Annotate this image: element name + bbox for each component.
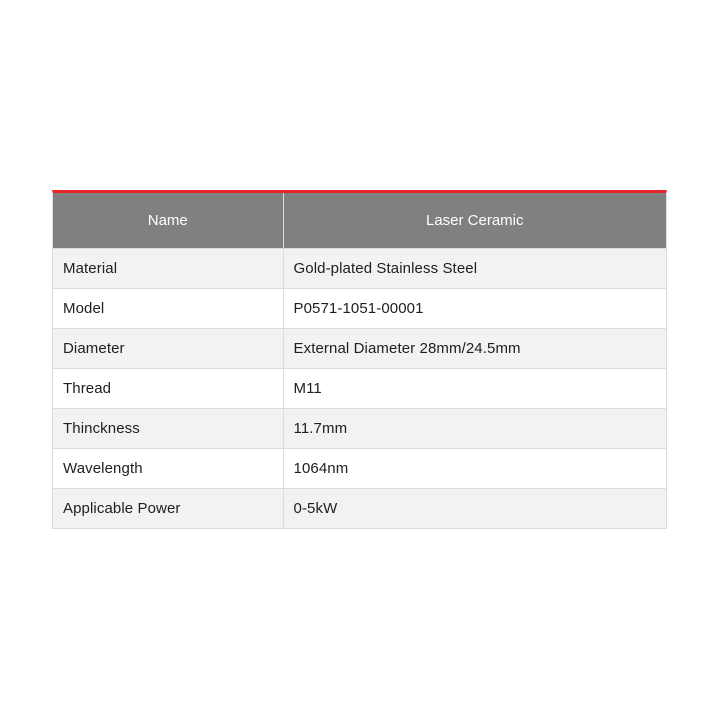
spec-table-body: [53, 249, 666, 529]
spec-row-name-cell: Thread: [53, 369, 283, 409]
spec-row: [53, 249, 666, 289]
spec-row: [53, 409, 666, 449]
spec-row: [53, 489, 666, 529]
spec-row-value-cell: M11: [283, 369, 666, 409]
spec-row-value-cell: Gold-plated Stainless Steel: [283, 249, 666, 289]
spec-row-value-cell: 0-5kW: [283, 489, 666, 529]
spec-row-name-cell: Model: [53, 289, 283, 329]
spec-row-name-cell: Thinckness: [53, 409, 283, 449]
spec-row-name-cell: Wavelength: [53, 449, 283, 489]
spec-table: [53, 193, 666, 528]
spec-row-value-cell: P0571-1051-00001: [283, 289, 666, 329]
spec-row-name-cell: Material: [53, 249, 283, 289]
spec-row-value-cell: 11.7mm: [283, 409, 666, 449]
spec-row: [53, 369, 666, 409]
spec-row-name-cell: Diameter: [53, 329, 283, 369]
spec-row-value-cell: External Diameter 28mm/24.5mm: [283, 329, 666, 369]
header-value-cell: Laser Ceramic: [283, 193, 666, 249]
header-name-cell: Name: [53, 193, 283, 249]
spec-row-name-cell: Applicable Power: [53, 489, 283, 529]
spec-row: [53, 449, 666, 489]
spec-row: [53, 289, 666, 329]
spec-table-card: [52, 190, 667, 529]
spec-row: [53, 329, 666, 369]
spec-row-value-cell: 1064nm: [283, 449, 666, 489]
spec-table-header-row: [53, 193, 666, 249]
